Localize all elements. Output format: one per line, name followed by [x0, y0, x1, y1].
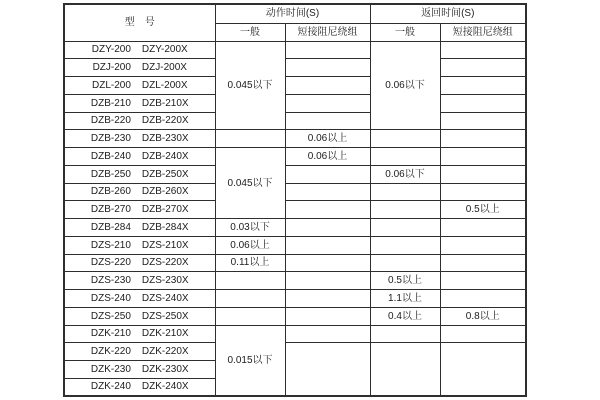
header-return-short-damping: 短接阻尼绕组	[440, 23, 526, 41]
value-cell-action_general	[215, 290, 285, 308]
table-row	[64, 183, 526, 201]
table-header	[64, 4, 526, 41]
model-pair	[65, 133, 215, 144]
model-name-base: DZS-210	[90, 239, 131, 251]
value-cell-action_general	[215, 130, 285, 148]
table-row	[64, 130, 526, 148]
table-row	[64, 148, 526, 166]
value-cell-return_short_damping	[440, 77, 526, 95]
value-cell-return_short_damping	[440, 219, 526, 237]
model-name-x: DZS-220X	[141, 257, 189, 269]
model-name-x: DZB-250X	[141, 168, 189, 180]
value-cell-action_general: 0.045以下	[215, 41, 285, 130]
model-name-x: DZS-210X	[141, 239, 189, 251]
model-cell	[64, 325, 215, 343]
value-cell-return_general	[370, 201, 440, 219]
model-name-base: DZB-210	[90, 97, 131, 109]
model-cell	[64, 41, 215, 59]
model-cell	[64, 165, 215, 183]
model-cell	[64, 343, 215, 361]
value-cell-action_short_damping	[285, 254, 370, 272]
model-cell	[64, 130, 215, 148]
model-name-x: DZB-230X	[141, 133, 189, 145]
value-cell-action_short_damping	[285, 59, 370, 77]
table-row	[64, 343, 526, 361]
table-row	[64, 112, 526, 130]
header-return-general: 一般	[370, 23, 440, 41]
model-name-x: DZB-210X	[141, 97, 189, 109]
model-name-base: DZL-200	[92, 79, 131, 91]
model-name-x: DZK-220X	[141, 346, 189, 358]
model-name-base: DZB-270	[90, 204, 131, 216]
model-pair	[65, 346, 215, 357]
value-cell-return_general: 0.5以上	[370, 272, 440, 290]
header-action-general: 一般	[215, 23, 285, 41]
table-row	[64, 254, 526, 272]
model-name-base: DZB-220	[90, 115, 131, 127]
value-cell-action_short_damping: 0.06以上	[285, 148, 370, 166]
model-cell	[64, 272, 215, 290]
value-cell-return_general: 0.06以下	[370, 41, 440, 130]
value-cell-action_short_damping	[285, 272, 370, 290]
value-cell-return_general	[370, 130, 440, 148]
value-cell-action_general: 0.015以下	[215, 325, 285, 396]
table-row	[64, 165, 526, 183]
model-name-base: DZB-284	[90, 221, 131, 233]
value-cell-return_short_damping	[440, 290, 526, 308]
model-pair	[65, 222, 215, 233]
model-pair	[65, 151, 215, 162]
model-name-base: DZS-240	[90, 292, 131, 304]
model-name-base: DZY-200	[91, 44, 131, 56]
model-pair	[65, 381, 215, 392]
model-cell	[64, 201, 215, 219]
model-name-x: DZK-240X	[141, 381, 189, 393]
header-action-short-damping: 短接阻尼绕组	[285, 23, 370, 41]
header-row-groups	[64, 4, 526, 23]
model-cell	[64, 307, 215, 325]
value-cell-return_general	[370, 325, 440, 343]
model-name-base: DZS-230	[90, 275, 131, 287]
model-name-x: DZJ-200X	[141, 62, 187, 74]
value-cell-return_short_damping	[440, 183, 526, 201]
value-cell-action_general: 0.11以上	[215, 254, 285, 272]
model-name-x: DZB-260X	[141, 186, 189, 198]
model-cell	[64, 59, 215, 77]
model-pair	[65, 98, 215, 109]
value-cell-return_general	[370, 236, 440, 254]
value-cell-action_short_damping	[285, 325, 370, 343]
model-pair	[65, 62, 215, 73]
model-cell	[64, 183, 215, 201]
model-name-base: DZB-240	[90, 150, 131, 162]
model-cell	[64, 290, 215, 308]
value-cell-return_short_damping	[440, 148, 526, 166]
value-cell-action_general: 0.045以下	[215, 148, 285, 219]
value-cell-action_short_damping	[285, 94, 370, 112]
value-cell-return_general	[370, 183, 440, 201]
model-cell	[64, 236, 215, 254]
header-return-time: 返回时间(S)	[370, 4, 526, 23]
model-pair	[65, 115, 215, 126]
model-name-base: DZS-250	[90, 310, 131, 322]
model-name-base: DZB-230	[90, 133, 131, 145]
model-name-x: DZK-210X	[141, 328, 189, 340]
value-cell-action_short_damping	[285, 77, 370, 95]
model-pair	[65, 80, 215, 91]
value-cell-action_short_damping	[285, 236, 370, 254]
model-pair	[65, 169, 215, 180]
value-cell-return_general	[370, 219, 440, 237]
value-cell-return_short_damping: 0.8以上	[440, 307, 526, 325]
table-row	[64, 290, 526, 308]
value-cell-return_short_damping	[440, 112, 526, 130]
value-cell-action_general: 0.06以上	[215, 236, 285, 254]
model-cell	[64, 112, 215, 130]
table-row	[64, 201, 526, 219]
model-cell	[64, 148, 215, 166]
value-cell-return_general	[370, 343, 440, 396]
model-name-base: DZK-230	[90, 363, 131, 375]
model-pair	[65, 275, 215, 286]
model-name-base: DZJ-200	[92, 62, 131, 74]
model-name-base: DZK-220	[90, 346, 131, 358]
model-name-base: DZK-210	[90, 328, 131, 340]
model-name-x: DZL-200X	[141, 79, 188, 91]
model-name-x: DZS-240X	[141, 292, 189, 304]
table-row	[64, 77, 526, 95]
model-name-x: DZB-270X	[141, 204, 189, 216]
value-cell-return_short_damping	[440, 343, 526, 396]
model-name-x: DZB-284X	[141, 221, 189, 233]
value-cell-return_short_damping	[440, 272, 526, 290]
model-name-x: DZS-250X	[141, 310, 189, 322]
table-row	[64, 41, 526, 59]
value-cell-action_general	[215, 272, 285, 290]
value-cell-action_short_damping	[285, 112, 370, 130]
model-pair	[65, 364, 215, 375]
model-pair	[65, 44, 215, 55]
relay-timing-table	[63, 3, 527, 397]
value-cell-return_short_damping	[440, 236, 526, 254]
value-cell-return_short_damping	[440, 59, 526, 77]
table-row	[64, 236, 526, 254]
model-cell	[64, 77, 215, 95]
value-cell-return_general	[370, 254, 440, 272]
value-cell-return_general	[370, 148, 440, 166]
model-name-x: DZB-220X	[141, 115, 189, 127]
value-cell-return_short_damping: 0.5以上	[440, 201, 526, 219]
value-cell-action_short_damping	[285, 307, 370, 325]
value-cell-action_short_damping	[285, 165, 370, 183]
header-model: 型 号	[64, 4, 215, 41]
value-cell-action_short_damping	[285, 290, 370, 308]
table-body	[64, 41, 526, 396]
value-cell-action_general: 0.03以下	[215, 219, 285, 237]
value-cell-return_short_damping	[440, 165, 526, 183]
table-row	[64, 59, 526, 77]
value-cell-action_short_damping	[285, 343, 370, 396]
value-cell-return_short_damping	[440, 130, 526, 148]
table-row	[64, 307, 526, 325]
model-name-base: DZS-220	[90, 257, 131, 269]
value-cell-action_short_damping: 0.06以上	[285, 130, 370, 148]
value-cell-action_short_damping	[285, 201, 370, 219]
model-name-x: DZK-230X	[141, 363, 189, 375]
model-name-x: DZS-230X	[141, 275, 189, 287]
model-pair	[65, 311, 215, 322]
value-cell-return_general: 1.1以上	[370, 290, 440, 308]
model-cell	[64, 219, 215, 237]
model-cell	[64, 361, 215, 379]
value-cell-action_short_damping	[285, 219, 370, 237]
value-cell-return_short_damping	[440, 254, 526, 272]
model-pair	[65, 204, 215, 215]
model-name-base: DZK-240	[90, 381, 131, 393]
model-cell	[64, 94, 215, 112]
value-cell-action_general	[215, 307, 285, 325]
table-row	[64, 325, 526, 343]
value-cell-action_short_damping	[285, 41, 370, 59]
value-cell-return_short_damping	[440, 41, 526, 59]
value-cell-return_general: 0.4以上	[370, 307, 440, 325]
value-cell-action_short_damping	[285, 183, 370, 201]
model-name-base: DZB-250	[90, 168, 131, 180]
model-pair	[65, 328, 215, 339]
value-cell-return_short_damping	[440, 325, 526, 343]
model-pair	[65, 293, 215, 304]
model-name-x: DZY-200X	[141, 44, 188, 56]
model-pair	[65, 186, 215, 197]
model-name-x: DZB-240X	[141, 150, 189, 162]
model-name-base: DZB-260	[90, 186, 131, 198]
table-row	[64, 94, 526, 112]
value-cell-return_general: 0.06以下	[370, 165, 440, 183]
model-cell	[64, 378, 215, 396]
model-pair	[65, 257, 215, 268]
value-cell-return_short_damping	[440, 94, 526, 112]
header-action-time: 动作时间(S)	[215, 4, 370, 23]
model-cell	[64, 254, 215, 272]
model-pair	[65, 240, 215, 251]
table-row	[64, 272, 526, 290]
table-row	[64, 219, 526, 237]
